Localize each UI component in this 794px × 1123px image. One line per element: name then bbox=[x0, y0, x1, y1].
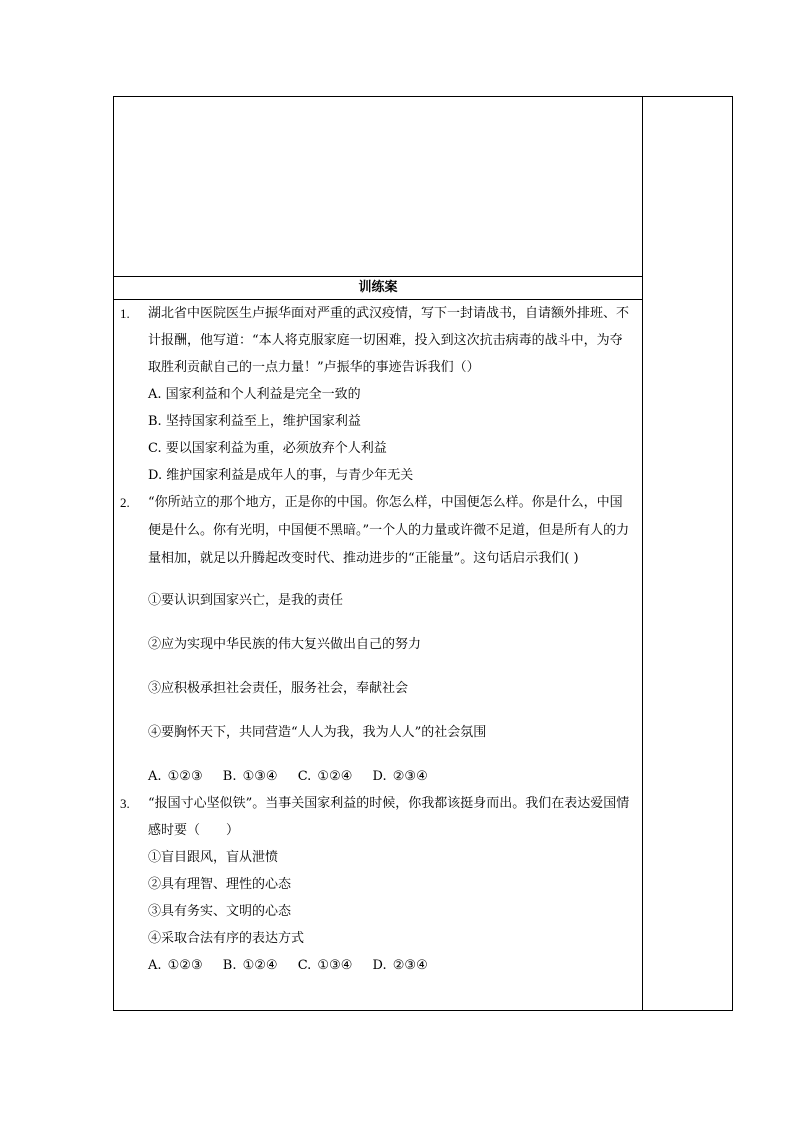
statement-3: ③应积极承担社会责任，服务社会，奉献社会 bbox=[148, 681, 409, 696]
statement-2: ②应为实现中华民族的伟大复兴做出自己的努力 bbox=[148, 637, 422, 652]
question-stem: “你所站立的那个地方，正是你的中国。你怎么样，中国便怎么样。你是什么，中国便是什么。你有光明，中国便不黑暗。”一个人的力量或许微不足道，但是所有人的力量相加，就足以升腾起改变时代、推动进步的“正能量”。这句话启示我们( ) bbox=[148, 495, 630, 566]
statement-4: ④采取合法有序的表达方式 bbox=[148, 931, 305, 946]
statement-1: ①要认识到国家兴亡，是我的责任 bbox=[148, 593, 344, 608]
choice-a: A. ①②③ bbox=[148, 769, 203, 784]
question-number: 3. bbox=[120, 796, 130, 811]
choice-d: D. ②③④ bbox=[372, 769, 428, 784]
statement-2: ②具有理智、理性的心态 bbox=[148, 877, 292, 892]
question-stem: 湖北省中医院医生卢振华面对严重的武汉疫情，写下一封请战书，自请额外排班、不计报酬，他写道：“本人将克服家庭一切困难，投入到这次抗击病毒的战斗中，为夺取胜利贡献自己的一点力量！”卢振华的事迹告诉我们（） bbox=[148, 306, 630, 375]
statement-4: ④要胸怀天下，共同营造“人人为我，我为人人”的社会氛围 bbox=[148, 725, 487, 740]
question-2 bbox=[114, 489, 642, 790]
question-1 bbox=[114, 300, 642, 489]
option-b: B. 坚持国家利益至上，维护国家利益 bbox=[148, 414, 361, 429]
questions-area bbox=[114, 300, 642, 979]
section-title: 训练案 bbox=[358, 280, 398, 295]
worksheet-table bbox=[113, 96, 733, 1011]
statement-3: ③具有务实、文明的心态 bbox=[148, 904, 292, 919]
question-number: 2. bbox=[120, 495, 130, 510]
option-d: D. 维护国家利益是成年人的事，与青少年无关 bbox=[148, 468, 414, 483]
choice-b: B. ①③④ bbox=[222, 769, 278, 784]
answer-choices bbox=[148, 952, 642, 979]
choice-b: B. ①②④ bbox=[222, 958, 278, 973]
question-number: 1. bbox=[120, 306, 130, 321]
choice-a: A. ①②③ bbox=[148, 958, 203, 973]
option-c: C. 要以国家利益为重，必须放弃个人利益 bbox=[148, 441, 387, 456]
statement-1: ①盲目跟风，盲从泄愤 bbox=[148, 850, 279, 865]
choice-c: C. ①③④ bbox=[297, 958, 353, 973]
answer-choices bbox=[148, 763, 642, 790]
side-column-divider bbox=[642, 97, 643, 1010]
choice-d: D. ②③④ bbox=[372, 958, 428, 973]
question-stem: “报国寸心坚似铁”。当事关国家利益的时候，你我都该挺身而出。我们在表达爱国情感时要（ ） bbox=[148, 796, 630, 838]
question-3 bbox=[114, 790, 642, 979]
option-a: A. 国家利益和个人利益是完全一致的 bbox=[148, 387, 361, 402]
choice-c: C. ①②④ bbox=[297, 769, 353, 784]
